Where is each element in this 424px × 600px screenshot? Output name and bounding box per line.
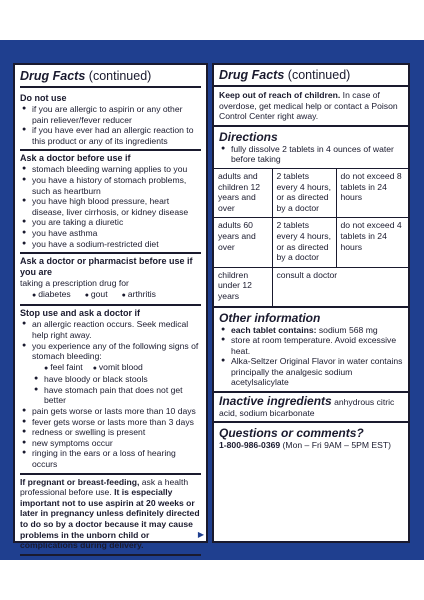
title-rest: (continued) [287,68,351,82]
keep-out-body: In case of overdose, get medical help or contact a Poison Control Center right away. [219,90,398,122]
questions-section [214,423,408,454]
condition-list [20,289,201,302]
other-info-heading: Other information [219,310,321,325]
ask-pharmacist-section [20,254,201,306]
list-item: ● you have high blood pressure, heart disease, liver cirrhosis, or kidney disease [20,196,201,217]
list-item: ● arthritis [122,289,156,302]
list-item: ● Alka-Seltzer Original Flavor in water contains principally the analgesic sodium acetylsalicylate [219,356,403,388]
pregnancy-bold: It is especially important not to use aspirin at 20 weeks or later in pregnancy unless definitely directed to do so by a doctor because it may cause problems in the unborn child or complications during delivery. [20,487,200,551]
each-tablet-value: sodium 568 mg [316,324,378,335]
table-row [214,267,408,305]
inactive-ingredients [219,396,403,418]
ask-pharmacist-heading: Ask a doctor or pharmacist before use if you are [20,256,193,278]
phone-hours: (Mon – Fri 9AM – 5PM EST) [280,440,391,451]
list-item: ● store at room temperature. Avoid excessive heat. [219,335,403,356]
list-item: ● you have a sodium-restricted diet [20,239,201,250]
list-item: ● diabetes [32,289,71,302]
table-cell: do not exceed 4 tablets in 24 hours [336,218,408,267]
dosage-table [214,168,408,306]
pregnancy-text: ask a health professional before use. [20,476,189,498]
drug-facts-left-panel [13,63,208,551]
table-cell: 2 tablets every 4 hours, or as directed by a doctor [272,218,336,267]
drug-facts-title [20,69,201,88]
label-frame [0,40,424,560]
drug-facts-title [219,68,403,82]
list-item: ● if you have ever had an allergic reaction to this product or any of its ingredients [20,125,201,146]
pregnancy-section [20,475,201,556]
drug-facts-right-panel [212,63,410,543]
table-cell: adults 60 years and over [214,218,272,267]
table-row [214,218,408,267]
ask-doctor-section [20,151,201,254]
each-tablet-label: each tablet contains: [231,324,317,335]
list-item: ● you are taking a diuretic [20,217,201,228]
keep-out-section [214,87,408,127]
list-item: ● stomach bleeding warning applies to you [20,164,201,175]
right-title-section [214,65,408,87]
inactive-text: anhydrous citric acid, sodium bicarbonate [219,397,395,418]
bleeding-sign-list [20,362,201,375]
list-item: ● if you are allergic to aspirin or any other pain reliever/fever reducer [20,104,201,125]
list-item: ● you have asthma [20,228,201,239]
list-item: ● fever gets worse or lasts more than 3 days [20,417,201,428]
stop-use-section [20,306,201,474]
inactive-ingredients-section [214,393,408,423]
list-item: ● redness or swelling is present [20,427,201,438]
list-item: ● have stomach pain that does not get better [20,385,201,406]
ask-doctor-heading: Ask a doctor before use if [20,153,131,164]
ask-pharmacist-text: taking a prescription drug for [20,278,129,289]
phone-line [219,440,403,451]
table-row [214,168,408,217]
list-item: ● have bloody or black stools [20,374,201,385]
list-item: ● ringing in the ears or a loss of hearing occurs [20,448,201,469]
questions-heading: Questions or comments? [219,426,364,441]
other-info-section [214,308,408,394]
list-item: ● an allergic reaction occurs. Seek medical help right away. [20,319,201,340]
list-item: ● new symptoms occur [20,438,201,449]
list-item: ● you experience any of the following signs of stomach bleeding: [20,341,201,362]
table-cell: children under 12 years [214,267,272,305]
list-item: ● fully dissolve 2 tablets in 4 ounces of water before taking [219,144,403,165]
list-item: ● pain gets worse or lasts more than 10 days [20,406,201,417]
do-not-use-section [20,91,201,151]
table-cell: adults and children 12 years and over [214,168,272,217]
phone-number: 1-800-986-0369 [219,440,281,451]
inactive-heading: Inactive ingredients [219,394,332,409]
title-rest: (continued) [88,69,152,83]
do-not-use-heading: Do not use [20,93,67,103]
list-item: ● vomit blood [93,362,143,375]
table-cell: do not exceed 8 tablets in 24 hours [336,168,408,217]
list-item: ● gout [85,289,108,302]
list-item [219,325,403,336]
stop-use-heading: Stop use and ask a doctor if [20,308,141,319]
table-cell: consult a doctor [272,267,408,305]
keep-out-text [219,90,403,122]
list-item: ● feel faint [44,362,83,375]
directions-heading: Directions [219,129,278,144]
pregnancy-warning [20,477,201,551]
keep-out-lead: Keep out of reach of children. [219,90,341,100]
continue-arrow-icon: ▶ [197,530,204,539]
directions-section [214,127,408,308]
title-bold: Drug Facts [219,68,285,82]
table-cell: 2 tablets every 4 hours, or as directed by a doctor [272,168,336,217]
title-bold: Drug Facts [20,69,86,83]
pregnancy-lead: If pregnant or breast-feeding, [20,476,140,487]
list-item: ● you have a history of stomach problems, such as heartburn [20,175,201,196]
